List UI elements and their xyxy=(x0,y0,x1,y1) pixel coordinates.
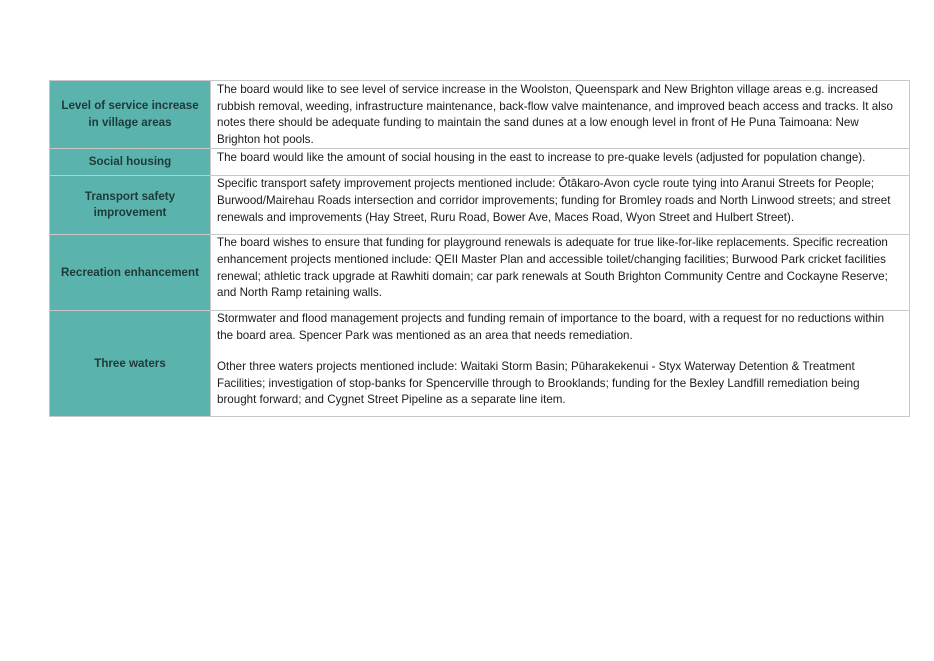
table-row xyxy=(50,176,910,235)
description-paragraph: The board would like to see level of service increase in the Woolston, Queenspark and New Brighton village areas e.g. increased rubbish removal, weeding, infrastructure maintenance, back-flow valve maintenance, and improved beach access and tracks. It also notes there should be adequate funding to maintain the sand dunes at a low enough level in front of He Puna Taimoana: New Brighton hot pools. xyxy=(217,83,894,146)
row-label: Social housing xyxy=(50,149,211,176)
description-paragraph: Specific transport safety improvement projects mentioned include: Ōtākaro-Avon cycle route tying into Aranui Streets for People; Burwood/Mairehau Roads intersection and corridor improvements; funding for Bromley roads and North Linwood streets; and street renewals and improvements (Hay Street, Ruru Road, Bower Ave, Maces Road, Wyon Street and Hulbert Street). xyxy=(217,177,891,224)
row-label: Three waters xyxy=(50,311,211,417)
row-label: Transport safety improvement xyxy=(50,176,211,235)
row-description xyxy=(211,149,910,176)
table-row xyxy=(50,81,910,149)
row-description xyxy=(211,235,910,311)
description-paragraph: Stormwater and flood management projects and funding remain of importance to the board, with a request for no reductions within the board area. Spencer Park was mentioned as an area that needs remediation. xyxy=(217,312,885,342)
priorities-table xyxy=(49,80,910,417)
table-row xyxy=(50,311,910,417)
description-paragraph: Other three waters projects mentioned include: Waitaki Storm Basin; Pūharakekenui - Styx Waterway Detention & Treatment Facilities; investigation of stop-banks for Spencerville through to Brooklands; funding for the Bexley Landfill remediation being brought forward; and Cygnet Street Pipeline as a separate line item. xyxy=(217,360,860,407)
row-description xyxy=(211,176,910,235)
row-description xyxy=(211,311,910,417)
table-row xyxy=(50,149,910,176)
table-row xyxy=(50,235,910,311)
row-description xyxy=(211,81,910,149)
row-label: Recreation enhancement xyxy=(50,235,211,311)
row-label: Level of service increase in village areas xyxy=(50,81,211,149)
description-paragraph: The board wishes to ensure that funding for playground renewals is adequate for true like-for-like replacements. Specific recreation enhancement projects mentioned include: QEII Master Plan and accessible toilet/changing facilities; Burwood Park cricket facilities renewal; athletic track upgrade at Rawhiti domain; car park renewals at South Brighton Community Centre and Cockayne Reserve; and North Ramp retaining walls. xyxy=(217,236,888,300)
description-paragraph: The board would like the amount of social housing in the east to increase to pre-quake levels (adjusted for population change). xyxy=(217,151,866,165)
